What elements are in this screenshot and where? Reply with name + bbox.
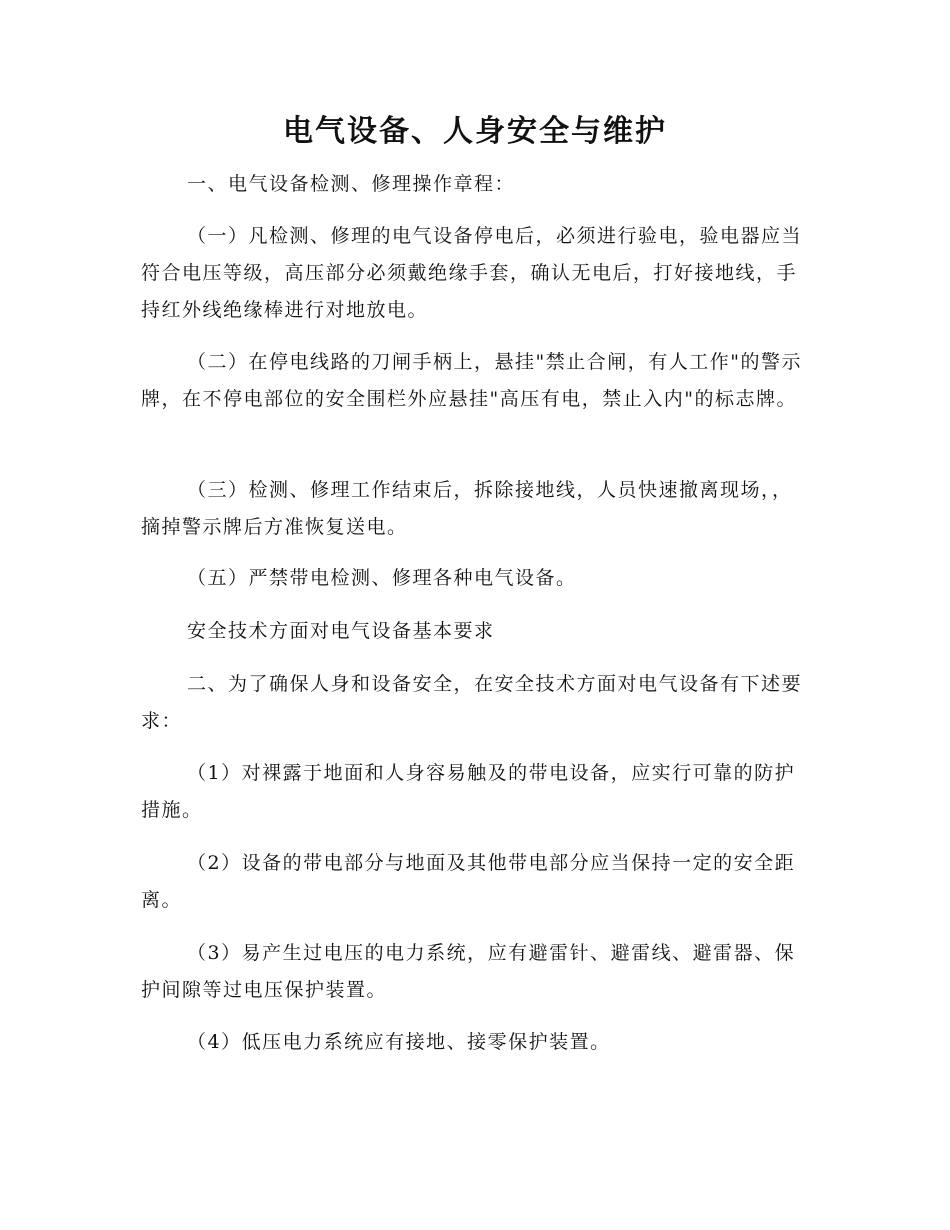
section-heading-2: 二、为了确保人身和设备安全，在安全技术方面对电气设备有下述要求： [141,673,803,732]
paragraph-item-2: （二）在停电线路的刀闸手柄上，悬挂"禁止合闸，有人工作"的警示牌，在不停电部位的安全围栏外应悬挂"高压有电，禁止入内"的标志牌。 [141,351,802,410]
requirement-item-3: （3）易产生过电压的电力系统，应有避雷针、避雷线、避雷器、保护间隙等过电压保护装置。 [141,942,796,1001]
requirement-item-4: （4）低压电力系统应有接地、接零保护装置。 [187,1031,611,1053]
section-heading-1: 一、电气设备检测、修理操作章程： [187,173,516,195]
paragraph-item-3: （三）检测、修理工作结束后，拆除接地线，人员快速撤离现场，，摘掉警示牌后方准恢复送电。 [141,479,793,538]
section-subheading: 安全技术方面对电气设备基本要求 [187,620,495,642]
requirement-item-2: （2）设备的带电部分与地面及其他带电部分应当保持一定的安全距离。 [141,852,796,911]
paragraph-item-5: （五）严禁带电检测、修理各种电气设备。 [187,567,577,589]
paragraph-item-1: （一）凡检测、修理的电气设备停电后，必须进行验电，验电器应当符合电压等级，高压部分必须戴绝缘手套，确认无电后，打好接地线，手持红外线绝缘棒进行对地放电。 [141,225,803,321]
requirement-item-1: （1）对裸露于地面和人身容易触及的带电设备，应实行可靠的防护措施。 [141,762,796,821]
document-title: 电气设备、人身安全与维护 [283,114,667,149]
